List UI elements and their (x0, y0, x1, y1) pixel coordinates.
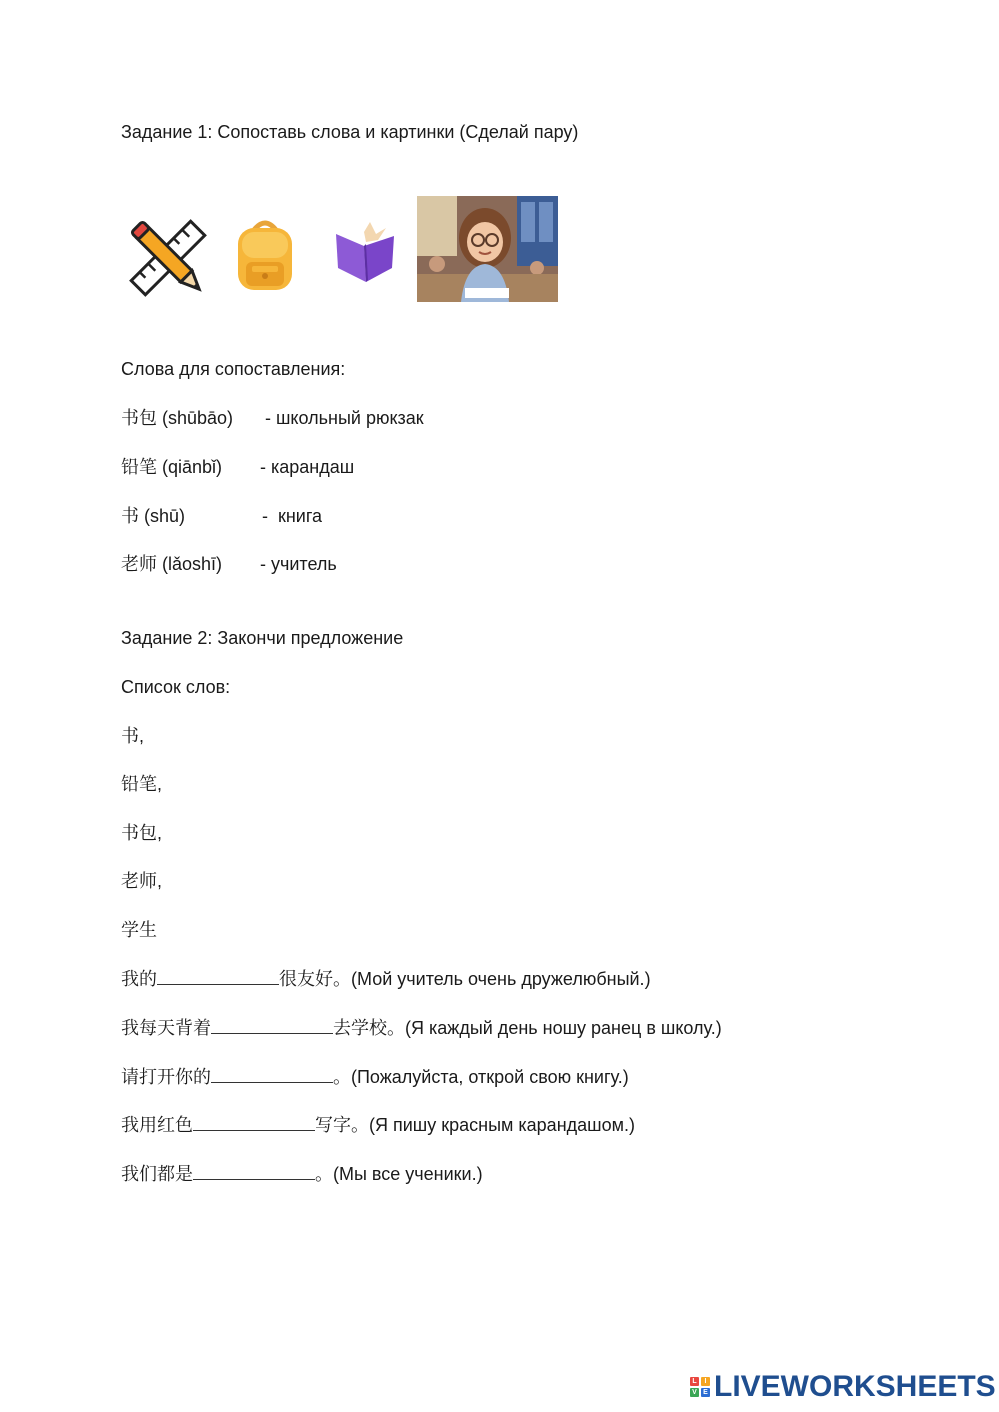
word-translation: - карандаш (260, 457, 355, 477)
logo-block: E (701, 1388, 710, 1397)
list-item: 学生 (121, 920, 157, 940)
sentence-end: 。(Пожалуйста, открой свою книгу.) (333, 1067, 629, 1087)
backpack-icon[interactable] (232, 216, 298, 292)
answer-blank[interactable] (211, 1066, 333, 1083)
sentence-start: 请打开你的 (121, 1067, 211, 1087)
answer-blank[interactable] (211, 1017, 333, 1034)
sentence (121, 1163, 483, 1185)
sentence (121, 1017, 722, 1039)
logo-block: I (701, 1377, 710, 1386)
word-hanzi: 书 (shū) (121, 506, 186, 526)
task1-title: Задание 1: Сопоставь слова и картинки (Сделай пару) (121, 122, 579, 142)
list-heading: Список слов: (121, 677, 231, 697)
list-item: 书包, (121, 823, 163, 843)
sentence-end: 很友好。(Мой учитель очень дружелюбный.) (279, 969, 651, 989)
sentence-start: 我的 (121, 969, 157, 989)
teacher-illustration[interactable] (417, 196, 558, 302)
logo-block: V (690, 1388, 699, 1397)
answer-blank[interactable] (157, 968, 279, 985)
word-hanzi: 老师 (lǎoshī) (121, 554, 223, 574)
sentence-end: 去学校。(Я каждый день ношу ранец в школу.) (333, 1018, 722, 1038)
sentence-end: 写字。(Я пишу красным карандашом.) (315, 1115, 635, 1135)
list-item: 老师, (121, 871, 163, 891)
word-translation: - книга (262, 506, 323, 526)
list-item: 铅笔, (121, 774, 163, 794)
answer-blank[interactable] (193, 1114, 315, 1131)
word-hanzi: 书包 (shūbāo) (121, 408, 234, 428)
sentence-start: 我用红色 (121, 1115, 193, 1135)
sentence (121, 968, 651, 990)
liveworksheets-logo[interactable] (690, 1372, 996, 1402)
words-heading: Слова для сопоставления: (121, 359, 346, 379)
task2-title: Задание 2: Закончи предложение (121, 628, 404, 648)
logo-blocks-icon (690, 1377, 710, 1397)
word-translation: - учитель (260, 554, 337, 574)
logo-text: LIVEWORKSHEETS (714, 1370, 996, 1403)
word-translation: - школьный рюкзак (265, 408, 424, 428)
pencil-ruler-icon[interactable] (122, 212, 214, 304)
sentence-start: 我每天背着 (121, 1018, 211, 1038)
sentence (121, 1066, 629, 1088)
answer-blank[interactable] (193, 1163, 315, 1180)
sentence-start: 我们都是 (121, 1164, 193, 1184)
list-item: 书, (121, 726, 145, 746)
word-hanzi: 铅笔 (qiānbǐ) (121, 457, 223, 477)
sentence-end: 。(Мы все ученики.) (315, 1164, 483, 1184)
book-icon[interactable] (330, 222, 398, 284)
sentence (121, 1114, 635, 1136)
logo-block: L (690, 1377, 699, 1386)
